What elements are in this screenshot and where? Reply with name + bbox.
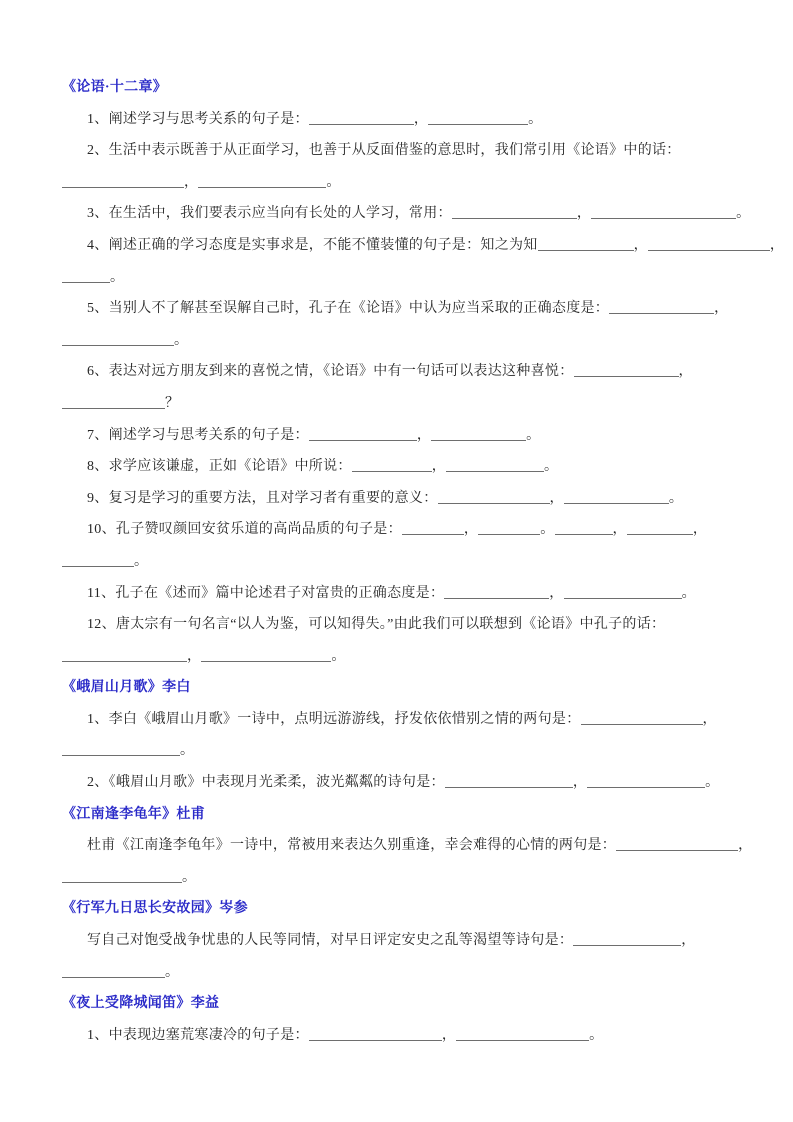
question-text: 。 (182, 869, 197, 885)
section-heading: 《夜上受降城闻笛》李益 (62, 996, 220, 1012)
question-text: ， (184, 174, 199, 190)
question-line (62, 514, 735, 546)
question-text: ， (576, 206, 592, 222)
blank-underline (564, 491, 669, 504)
blank-underline (62, 743, 180, 756)
question-text: 11、孔子在《述而》篇中论述君子对富贵的正确态度是： (87, 585, 445, 601)
blank-underline (62, 870, 182, 883)
question-text: ， (738, 838, 753, 854)
question-text: ， (187, 648, 202, 664)
blank-underline (62, 649, 187, 662)
question-line (62, 230, 785, 262)
blank-underline (627, 522, 693, 535)
question-text: ， (572, 775, 588, 791)
question-text: 3、在生活中，我们要表示应当向有长处的人学习，常用： (87, 206, 452, 222)
question-text: 。 (180, 743, 195, 759)
question-text: ， (441, 1027, 457, 1043)
question-continuation-line (62, 862, 735, 894)
question-text: ， (463, 522, 479, 538)
question-line (62, 451, 735, 483)
question-text: ， (549, 585, 564, 601)
question-line (62, 767, 735, 799)
question-line (62, 104, 735, 136)
question-text: 1、李白《峨眉山月歌》一诗中，点明远游游线，抒发依依惜别之情的两句是： (87, 711, 581, 727)
question-text: 2、生活中表示既善于从正面学习，也善于从反面借鉴的意思时，我们常引用《论语》中的话： (87, 143, 681, 159)
question-text: ， (549, 490, 564, 506)
blank-underline (352, 459, 432, 472)
question-text: 。 (681, 585, 696, 601)
question-text: 9、复习是学习的重要方法，且对学习者有重要的意义： (87, 490, 438, 506)
blank-underline (428, 112, 528, 125)
question-text: 。 (174, 332, 189, 348)
blank-underline (62, 554, 134, 567)
question-line (62, 135, 735, 167)
question-line (62, 830, 753, 862)
blank-underline (555, 522, 613, 535)
blank-underline (574, 364, 679, 377)
question-line (62, 704, 735, 736)
blank-underline (616, 838, 738, 851)
section-heading: 《江南逢李龟年》杜甫 (62, 806, 205, 822)
blank-underline (309, 112, 414, 125)
question-continuation-line (62, 546, 735, 578)
document-content (62, 72, 785, 1051)
question-text: 。 (540, 522, 555, 538)
question-line (62, 1020, 735, 1052)
blank-underline (538, 238, 634, 251)
blank-underline (198, 175, 326, 188)
blank-underline (201, 649, 331, 662)
question-line (62, 483, 735, 515)
question-text: 1、阐述学习与思考关系的句子是： (87, 111, 309, 127)
section-heading: 《行军九日思长安故园》岑参 (62, 901, 248, 917)
question-text: ， (633, 237, 648, 253)
question-text: 。 (736, 206, 751, 222)
blank-underline (402, 522, 464, 535)
blank-underline (309, 428, 417, 441)
question-text: 7、阐述学习与思考关系的句子是： (87, 427, 309, 443)
blank-underline (564, 586, 682, 599)
question-text: ， (431, 459, 447, 475)
question-text: 。 (331, 648, 346, 664)
question-line (62, 420, 735, 452)
blank-underline (648, 238, 770, 251)
question-text: 。 (544, 459, 559, 475)
blank-underline (62, 270, 110, 283)
blank-underline (309, 1028, 442, 1041)
question-text: ， (612, 522, 627, 538)
question-text: 。 (526, 427, 541, 443)
question-text: 。 (326, 174, 341, 190)
question-text: 8、求学应该谦虚，正如《论语》中所说： (87, 459, 352, 475)
blank-underline (446, 459, 544, 472)
blank-underline (62, 333, 174, 346)
question-text: ？ (165, 395, 180, 411)
question-line (62, 356, 735, 388)
question-text: ， (681, 933, 696, 949)
blank-underline (478, 522, 540, 535)
blank-underline (62, 175, 184, 188)
question-text: ， (702, 711, 717, 727)
question-text: ， (413, 111, 429, 127)
section-heading: 《论语·十二章》 (62, 80, 168, 95)
blank-underline (452, 206, 577, 219)
question-continuation-line (62, 735, 735, 767)
question-continuation-line (62, 388, 735, 420)
question-text: 6、表达对远方朋友到来的喜悦之情，《论语》中有一句话可以表达这种喜悦： (87, 364, 574, 380)
question-text: 10、孔子赞叹颜回安贫乐道的高尚品质的句子是： (87, 522, 402, 538)
question-continuation-line (62, 325, 735, 357)
question-text: ， (714, 301, 729, 317)
blank-underline (587, 775, 705, 788)
blank-underline (581, 712, 703, 725)
question-continuation-line (62, 957, 735, 989)
blank-underline (609, 301, 714, 314)
question-continuation-line (62, 167, 735, 199)
question-line (62, 198, 751, 230)
section-heading: 《峨眉山月歌》李白 (62, 680, 191, 696)
question-continuation-line (62, 641, 735, 673)
question-text: 写自己对饱受战争忧患的人民等同情，对早日评定安史之乱等渴望等诗句是： (87, 933, 574, 949)
question-line (62, 293, 735, 325)
question-text: 5、当别人不了解甚至误解自己时，孔子在《论语》中认为应当采取的正确态度是： (87, 301, 610, 317)
question-text: 4、阐述正确的学习态度是实事求是，不能不懂装懂的句子是：知之为知 (87, 237, 538, 253)
blank-underline (431, 428, 526, 441)
blank-underline (62, 396, 165, 409)
question-text: 1、中表现边塞荒寒凄冷的句子是： (87, 1027, 309, 1043)
question-text: 。 (134, 553, 149, 569)
blank-underline (445, 775, 573, 788)
blank-underline (438, 491, 550, 504)
question-text: 。 (589, 1027, 604, 1043)
question-line (62, 578, 735, 610)
question-text: 。 (528, 111, 543, 127)
question-text: 。 (110, 269, 125, 285)
blank-underline (444, 586, 549, 599)
question-line (62, 609, 735, 641)
question-line (62, 925, 735, 957)
question-text: ， (769, 237, 785, 253)
question-text: ， (692, 522, 708, 538)
question-text: 2、《峨眉山月歌》中表现月光柔柔，波光粼粼的诗句是： (87, 775, 445, 791)
question-text: 。 (705, 775, 720, 791)
question-text: 。 (668, 490, 684, 506)
blank-underline (591, 206, 736, 219)
question-continuation-line (62, 262, 735, 294)
question-text: ， (416, 427, 432, 443)
question-text: ， (678, 364, 693, 380)
question-text: 12、唐太宗有一句名言“以人为鉴，可以知得失。”由此我们可以联想到《论语》中孔子的话： (87, 617, 666, 633)
question-text: 。 (165, 964, 180, 980)
blank-underline (62, 965, 165, 978)
blank-underline (573, 933, 681, 946)
blank-underline (456, 1028, 589, 1041)
question-text: 杜甫《江南逢李龟年》一诗中，常被用来表达久别重逢，幸会难得的心情的两句是： (87, 838, 617, 854)
